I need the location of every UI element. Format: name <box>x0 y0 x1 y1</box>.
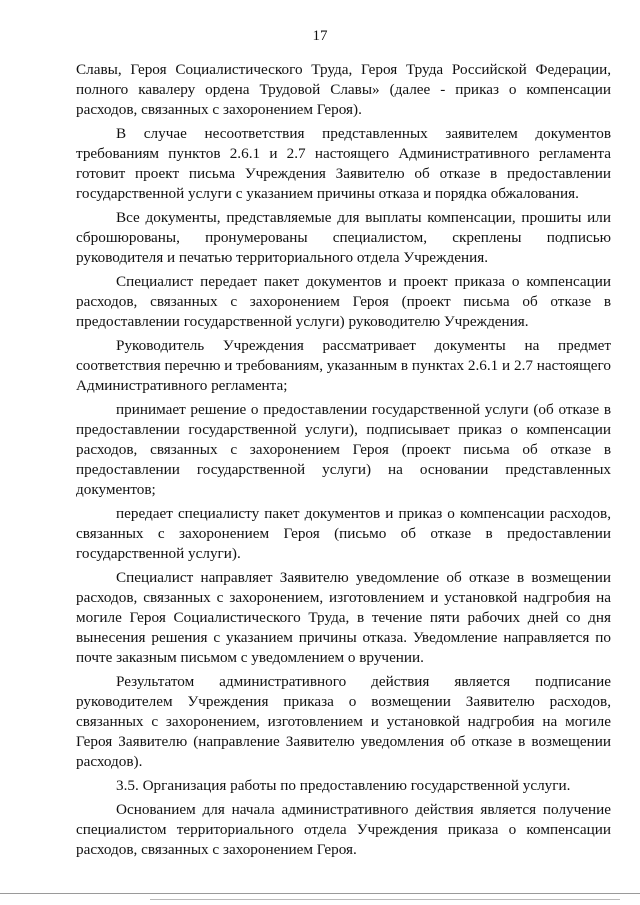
paragraph: Результатом административного действия является подписание руководителем Учреждения приказа о возмещении Заявителю расходов, связанных с захоронением, изготовлением и установкой надгробия на могиле Героя Заявителю (направление Заявителю уведомления об отказе в возмещении расходов). <box>76 673 611 770</box>
paragraph: Специалист передает пакет документов и проект приказа о компенсации расходов, связанных с захоронением Героя (проект письма об отказе в предоставлении государственной услуги) руководителю Учреждения. <box>76 273 611 330</box>
paragraph: Основанием для начала административного действия является получение специалистом территориального отдела Учреждения приказа о компенсации расходов, связанных с захоронением Героя. <box>76 801 611 858</box>
document-body <box>76 60 611 860</box>
paragraph: Специалист направляет Заявителю уведомление об отказе в возмещении расходов, связанных с захоронением, изготовлением и установкой надгробия на могиле Героя Социалистического Труда, в течение пяти рабочих дней со дня вынесения решения с указанием причины отказа. Уведомление направляется по почте заказным письмом с уведомлением о вручении. <box>76 569 611 666</box>
paragraph: принимает решение о предоставлении государственной услуги (об отказе в предоставлении государственной услуги), подписывает приказ о компенсации расходов, связанных с захоронением Героя (проект письма об отказе в предоставлении государственной услуги) на основании представленных документов; <box>76 401 611 498</box>
page-number: 17 <box>312 28 328 44</box>
scan-edge-line <box>0 893 640 894</box>
paragraph-continuation: Славы, Героя Социалистического Труда, Героя Труда Российской Федерации, полного кавалеру ордена Трудовой Славы» (далее - приказ о компенсации расходов, связанных с захоронением Героя). <box>76 61 611 118</box>
paragraph: В случае несоответствия представленных заявителем документов требованиям пунктов 2.6.1 и 2.7 настоящего Административного регламента готовит проект письма Учреждения Заявителю об отказе в предоставлении государственной услуги с указанием причины отказа и порядка обжалования. <box>76 125 611 202</box>
paragraph: Все документы, представляемые для выплаты компенсации, прошиты или сброшюрованы, пронумерованы специалистом, скреплены подписью руководителя и печатью территориального отдела Учреждения. <box>76 209 611 266</box>
paragraph: Руководитель Учреждения рассматривает документы на предмет соответствия перечню и требованиям, указанным в пунктах 2.6.1 и 2.7 настоящего Административного регламента; <box>76 337 611 394</box>
section-heading: 3.5. Организация работы по предоставлению государственной услуги. <box>116 777 571 794</box>
scan-edge-line <box>150 899 620 900</box>
paragraph: передает специалисту пакет документов и приказ о компенсации расходов, связанных с захоронением Героя (письмо об отказе в предоставлении государственной услуги). <box>76 505 611 562</box>
